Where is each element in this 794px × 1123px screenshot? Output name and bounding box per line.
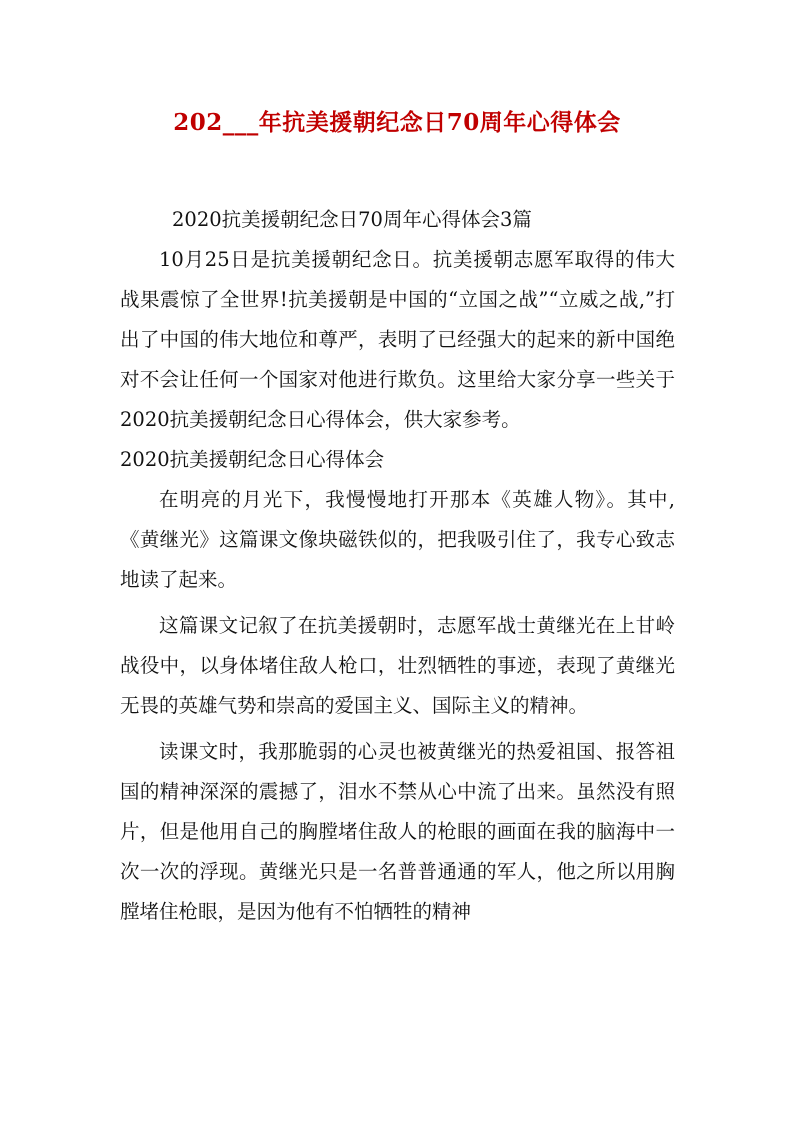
- intro-paragraph: 10月25日是抗美援朝纪念日。抗美援朝志愿军取得的伟大战果震惊了全世界!抗美援朝是中国的“立国之战”“立威之战,”打出了中国的伟大地位和尊严，表明了已经强大的起来的新中国绝对不会让任何一个国家对他进行欺负。这里给大家分享一些关于2020抗美援朝纪念日心得体会，供大家参考。: [120, 248, 675, 431]
- document-title: 202___年抗美援朝纪念日70周年心得体会: [173, 109, 621, 136]
- body-paragraph-1: 在明亮的月光下，我慢慢地打开那本《英雄人物》。其中,《黄继光》这篇课文像块磁铁似的，把我吸引住了，我专心致志地读了起来。: [120, 488, 675, 591]
- document-body: [120, 200, 675, 932]
- body-paragraph-3: 读课文时，我那脆弱的心灵也被黄继光的热爱祖国、报答祖国的精神深深的震撼了，泪水不禁从心中流了出来。虽然没有照片，但是他用自己的胸膛堵住敌人的枪眼的画面在我的脑海中一次一次的浮现。黄继光只是一名普普通通的军人，他之所以用胸膛堵住枪眼，是因为他有不怕牺牲的精神: [120, 740, 675, 923]
- section-heading: 2020抗美援朝纪念日心得体会: [120, 448, 385, 471]
- document-subtitle: 2020抗美援朝纪念日70周年心得体会3篇: [172, 208, 532, 231]
- body-paragraph-2: 这篇课文记叙了在抗美援朝时，志愿军战士黄继光在上甘岭战役中，以身体堵住敌人枪口，壮烈牺牲的事迹，表现了黄继光无畏的英雄气势和崇高的爱国主义、国际主义的精神。: [120, 614, 675, 717]
